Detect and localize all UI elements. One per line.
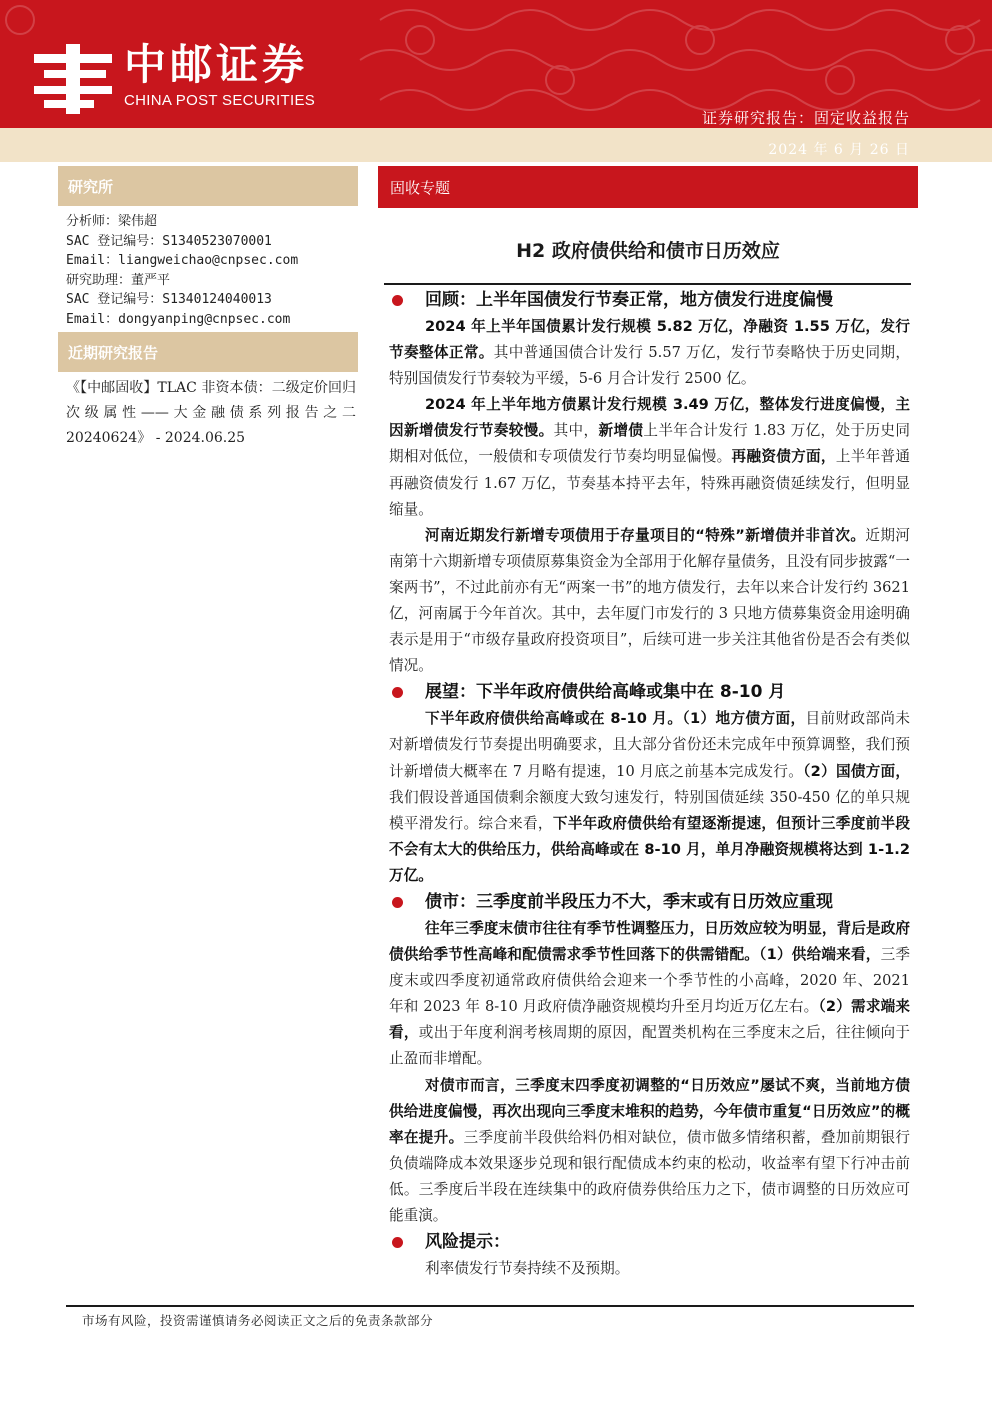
analyst-name: 分析师：梁伟超 bbox=[66, 214, 158, 229]
paragraph-henan: 河南近期发行新增专项债用于存量项目的“特殊”新增债并非首次。近期河南第十六期新增专项债原募集资金为全部用于化解存量债务，且没有同步披露“一案两书”，不过此前亦有无“两案一书”的地方债发行，去年以来合计发行约 3621 亿，河南属于今年首次。其中，去年厦门市发行的 3 只地方债募集资金用途明确表示是用于“市级存量政府投资项目”，后续可进一步关注其他省份是否会有类似情况。 bbox=[389, 526, 910, 675]
paragraph-calendar-effect: 对债市而言，三季度末四季度初调整的“日历效应”屡试不爽，当前地方债供给进度偏慢，再次出现向三季度末堆积的趋势，今年债市重复“日历效应”的概率在提升。三季度前半段供给料仍相对缺位，债市做多情绪积蓄，叠加前期银行负债端降成本效果逐步兑现和银行配债成本约束的松动，收益率有望下行冲击前低。三季度后半段在连续集中的政府债券供给压力之下，债市调整的日历效应可能重演。 bbox=[389, 1076, 910, 1224]
recent-report-link[interactable]: 《【中邮固收】TLAC 非资本债：二级定价回归次级属性——大金融债系列报告之二 20240624》 - 2024.06.25 bbox=[66, 380, 356, 446]
assistant-name: 研究助理：董严平 bbox=[66, 272, 171, 288]
report-body bbox=[389, 287, 910, 1282]
footer-divider bbox=[66, 1305, 914, 1307]
title-divider bbox=[384, 283, 911, 285]
section-outlook-heading: 展望：下半年政府债供给高峰或集中在 8-10 月 bbox=[389, 679, 910, 706]
paragraph-seasonality: 往年三季度末债市往往有季节性调整压力，日历效应较为明显，背后是政府债供给季节性高峰和配债需求季节性回落下的供需错配。（1）供给端来看，三季度末或四季度初通常政府债供给会迎来一个季节性的小高峰，2020 年、2021 年和 2023 年 8-10 月政府债净融资规模均升至月均近万亿左右。（2）需求端来看，或出于年度利润考核周期的原因，配置类机构在三季度末之后，往往倾向于止盈而非增配。 bbox=[389, 919, 911, 1068]
header-banner bbox=[0, 0, 992, 128]
footer-disclaimer: 市场有风险，投资需谨慎请务必阅读正文之后的免责条款部分 bbox=[82, 1313, 434, 1328]
category-bar bbox=[378, 166, 918, 208]
china-post-logo-icon bbox=[30, 40, 116, 118]
institute-heading: 研究所 bbox=[68, 178, 114, 196]
assistant-email[interactable]: Email：dongyanping@cnpsec.com bbox=[66, 311, 291, 327]
recent-heading: 近期研究报告 bbox=[68, 344, 159, 362]
report-date: 2024 年 6 月 26 日 bbox=[768, 142, 910, 158]
brand-name-cn: 中邮证券 bbox=[124, 40, 309, 89]
report-type: 证券研究报告：固定收益报告 bbox=[701, 109, 910, 127]
paragraph-local-bonds: 2024 年上半年地方债累计发行规模 3.49 万亿，整体发行进度偏慢，主因新增债发行节奏较慢。其中，新增债上半年合计发行 1.83 万亿，处于历史同期相对低位，一般债和专项债发行节奏均明显偏慢。再融资债方面，上半年普通再融资债发行 1.67 万亿，节奏基本持平去年，特殊再融资债延续发行，但明显缩量。 bbox=[389, 396, 910, 518]
institute-heading-bar bbox=[58, 166, 358, 206]
risk-heading: 风险提示： bbox=[389, 1229, 910, 1256]
analyst-sac: SAC 登记编号：S1340523070001 bbox=[66, 233, 272, 249]
analyst-info bbox=[66, 212, 356, 329]
category-label: 固收专题 bbox=[390, 179, 451, 197]
paragraph-outlook: 下半年政府债供给高峰或在 8-10 月。（1）地方债方面，目前财政部尚未对新增债发行节奏提出明确要求，且大部分省份还未完成年中预算调整，我们预计新增债大概率在 7 月略有提速，10 月底之前基本完成发行。（2）国债方面，我们假设普通国债剩余额度大致匀速发行，特别国债延续 350-450 亿的单只规模平滑发行。综合来看，下半年政府债供给有望逐渐提速，但预计三季度前半段不会有太大的供给压力，供给高峰或在 8-10 月，单月净融资规模将达到 1-1.2 万亿。 bbox=[389, 710, 910, 884]
section-review-heading: 回顾：上半年国债发行节奏正常，地方债发行进度偏慢 bbox=[389, 287, 910, 314]
recent-heading-bar bbox=[58, 332, 358, 372]
section-bond-market-heading: 债市：三季度前半段压力不大，季末或有日历效应重现 bbox=[389, 889, 910, 916]
analyst-email[interactable]: Email：liangweichao@cnpsec.com bbox=[66, 253, 299, 268]
brand-name-en: CHINA POST SECURITIES bbox=[124, 92, 316, 109]
page-title: H2 政府债供给和债市日历效应 bbox=[516, 240, 780, 262]
risk-text: 利率债发行节奏持续不及预期。 bbox=[425, 1260, 630, 1278]
assistant-sac: SAC 登记编号：S1340124040013 bbox=[66, 292, 272, 307]
paragraph-treasury: 2024 年上半年国债累计发行规模 5.82 万亿，净融资 1.55 万亿，发行节奏整体正常。其中普通国债合计发行 5.57 万亿，发行节奏略快于历史同期，特别国债发行节奏较为平缓，5-6 月合计发行 2500 亿。 bbox=[389, 318, 910, 388]
